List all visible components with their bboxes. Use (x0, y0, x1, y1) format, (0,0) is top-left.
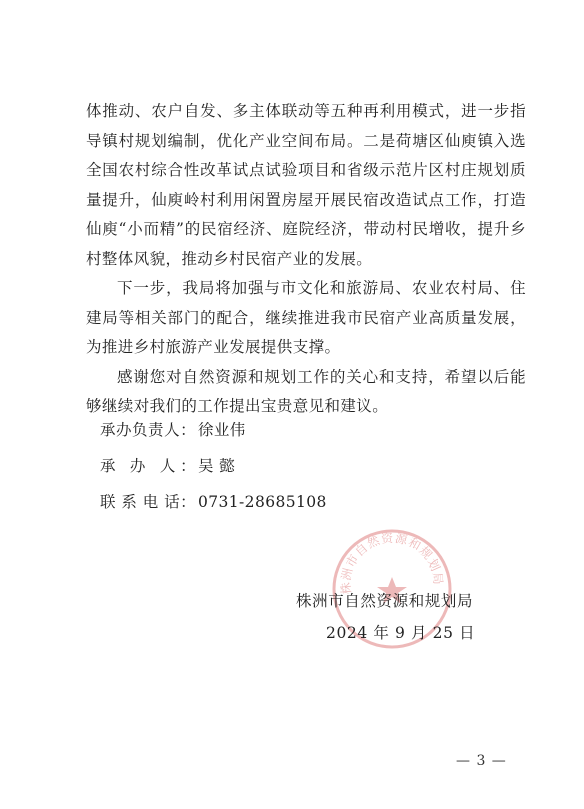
seal-text: 株洲市自然资源和规划局 (338, 530, 446, 595)
handler-value: 吴 懿 (198, 457, 236, 475)
contact-phone (100, 484, 327, 520)
contact-handler (100, 448, 327, 484)
phone-value: 0731-28685108 (198, 493, 327, 511)
paragraph-next-step: 下一步，我局将加强与市文化和旅游局、农业农村局、住建局等相关部门的配合，继续推进我市民宿产业高质量发展，为推进乡村旅游产业发展提供支撑。 (86, 279, 526, 356)
responsible-value: 徐业伟 (198, 421, 246, 439)
paragraph-thanks: 感谢您对自然资源和规划工作的关心和支持，希望以后能够继续对我们的工作提出宝贵意见和建议。 (86, 367, 526, 415)
signature-date: 2024 年 9 月 25 日 (326, 624, 476, 642)
paragraph-continued: 体推动、农户自发、多主体联动等五种再利用模式，进一步指导镇村规划编制，优化产业空间布局。二是荷塘区仙庾镇入选全国农村综合性改革试点试验项目和省级示范片区村庄规划质量提升，仙庾岭村利用闲置房屋开展民宿改造试点工作，打造仙庾“小而精”的民宿经济、庭院经济，带动村民增收，提升乡村整体风貌，推动乡村民宿产业的发展。 (86, 102, 526, 268)
contact-responsible (100, 412, 327, 448)
phone-label: 联 系 电 话： (100, 493, 196, 511)
contact-block (100, 412, 327, 520)
page-number: — 3 — (456, 753, 507, 769)
handler-label: 承 办 人： (100, 457, 196, 475)
signature-org: 株洲市自然资源和规划局 (296, 592, 474, 610)
responsible-label: 承办负责人： (100, 421, 196, 439)
signature-block (296, 585, 475, 649)
body-text (86, 97, 526, 422)
